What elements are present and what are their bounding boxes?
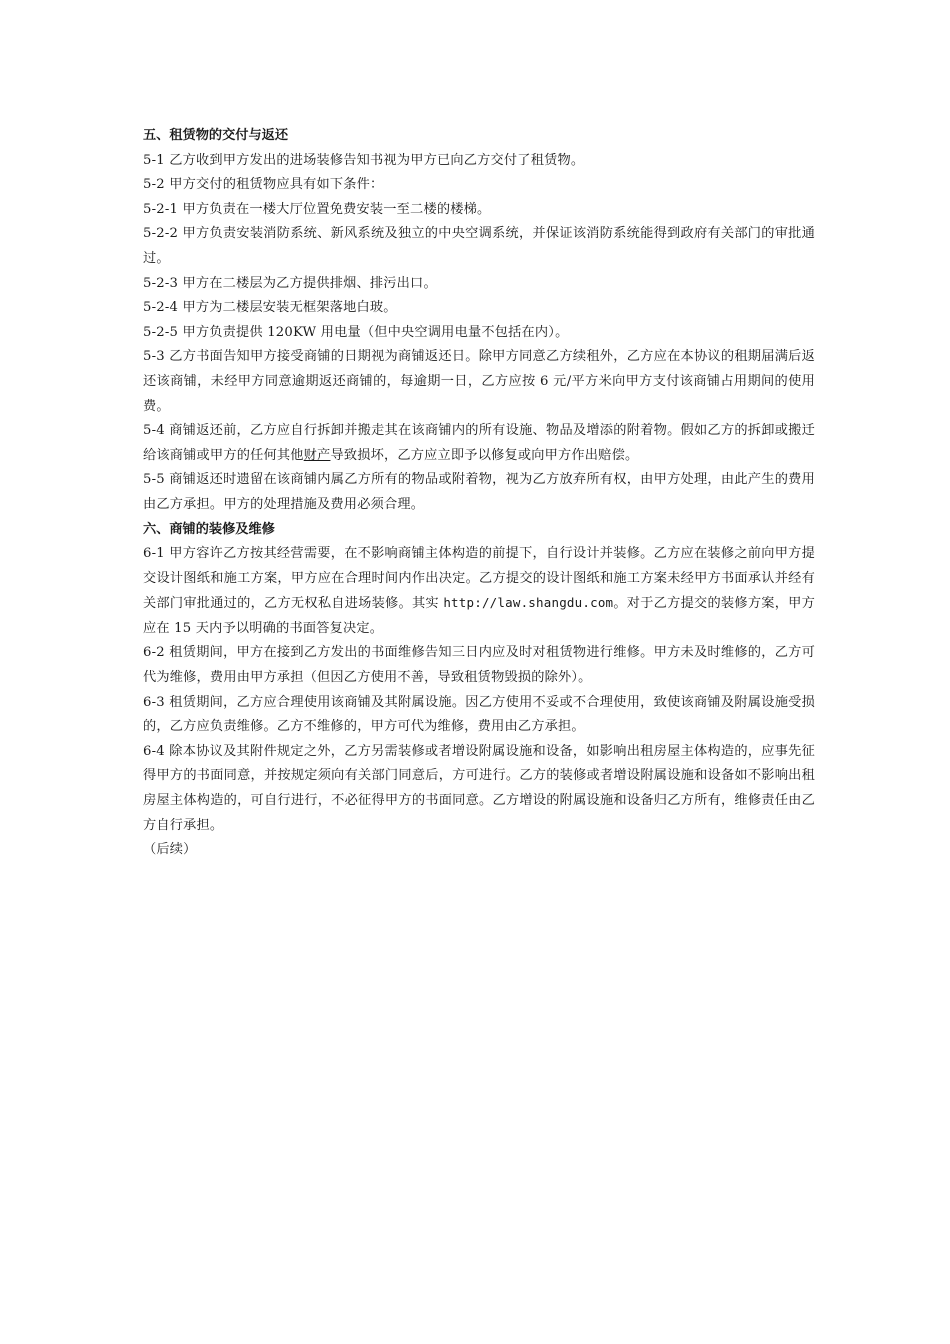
clause-5-2-5: 5-2-5 甲方负责提供 120KW 用电量（但中央空调用电量不包括在内）。 [143,324,569,340]
clause-5-2: 5-2 甲方交付的租赁物应具有如下条件： [143,177,384,193]
clause-6-1 [143,542,815,641]
clause-5-5: 5-5 商铺返还时遗留在该商铺内属乙方所有的物品或附着物，视为乙方放弃所有权，由甲方处理，由此产生的费用由乙方承担。甲方的处理措施及费用必须合理。 [143,472,815,512]
document-page [143,124,815,863]
clause-6-3: 6-3 租赁期间，乙方应合理使用该商铺及其附属设施。因乙方使用不妥或不合理使用，致使该商铺及附属设施受损的，乙方应负责维修。乙方不维修的，甲方可代为维修，费用由乙方承担。 [143,694,815,735]
clause-5-2-3: 5-2-3 甲方在二楼层为乙方提供排烟、排污出口。 [143,275,437,291]
clause-6-4: 6-4 除本协议及其附件规定之外，乙方另需装修或者增设附属设施和设备，如影响出租房屋主体构造的，应事先征得甲方的书面同意，并按规定须向有关部门同意后，方可进行。乙方的装修或者增设附属设施和设备如不影响出租房屋主体构造的，可自行进行，不必征得甲方的书面同意。乙方增设的附属设施和设备归乙方所有，维修责任由乙方自行承担。 [143,743,815,833]
clause-6-1-text-b: 。对于乙方提交的装修方案，甲方应在 15 天内予以明确的书面答复决定。 [143,596,815,636]
section-5-heading: 五、租赁物的交付与返还 [143,128,289,143]
law-url-link[interactable]: http://law.shangdu.com [443,595,614,611]
property-link[interactable]: 财产 [303,447,331,463]
section-6-heading: 六、商铺的装修及维修 [143,521,275,537]
clause-5-4 [143,419,815,468]
clause-5-2-4: 5-2-4 甲方为二楼层安装无框架落地白玻。 [143,300,397,316]
clause-5-1: 5-1 乙方收到甲方发出的进场装修告知书视为甲方已向乙方交付了租赁物。 [143,152,585,168]
clause-5-2-2: 5-2-2 甲方负责安装消防系统、新风系统及独立的中央空调系统，并保证该消防系统能得到政府有关部门的审批通过。 [143,226,815,266]
clause-5-3: 5-3 乙方书面告知甲方接受商铺的日期视为商铺返还日。除甲方同意乙方续租外，乙方应在本协议的租期届满后返还该商铺，未经甲方同意逾期返还商铺的，每逾期一日，乙方应按 6 元/平方米向甲方支付该商铺占用期间的使用费。 [143,349,815,414]
continued-note: （后续） [143,842,197,858]
clause-6-1-text-a: 6-1 甲方容许乙方按其经营需要，在不影响商铺主体构造的前提下，自行设计并装修。乙方应在装修之前向甲方提交设计图纸和施工方案，甲方应在合理时间内作出决定。乙方提交的设计图纸和施工方案未经甲方书面承认并经有关部门审批通过的，乙方无权私自进场装修。其实 [143,546,815,612]
clause-5-2-1: 5-2-1 甲方负责在一楼大厅位置免费安装一至二楼的楼梯。 [143,201,491,217]
clause-5-4-text-b: 导致损坏，乙方应立即予以修复或向甲方作出赔偿。 [330,447,639,463]
clause-6-2: 6-2 租赁期间，甲方在接到乙方发出的书面维修告知三日内应及时对租赁物进行维修。甲方未及时维修的，乙方可代为维修，费用由甲方承担（但因乙方使用不善，导致租赁物毁损的除外）。 [143,645,815,686]
clause-5-4-text-a: 5-4 商铺返还前，乙方应自行拆卸并搬走其在该商铺内的所有设施、物品及增添的附着物。假如乙方的拆卸或搬迁给该商铺或甲方的任何其他 [143,423,815,463]
